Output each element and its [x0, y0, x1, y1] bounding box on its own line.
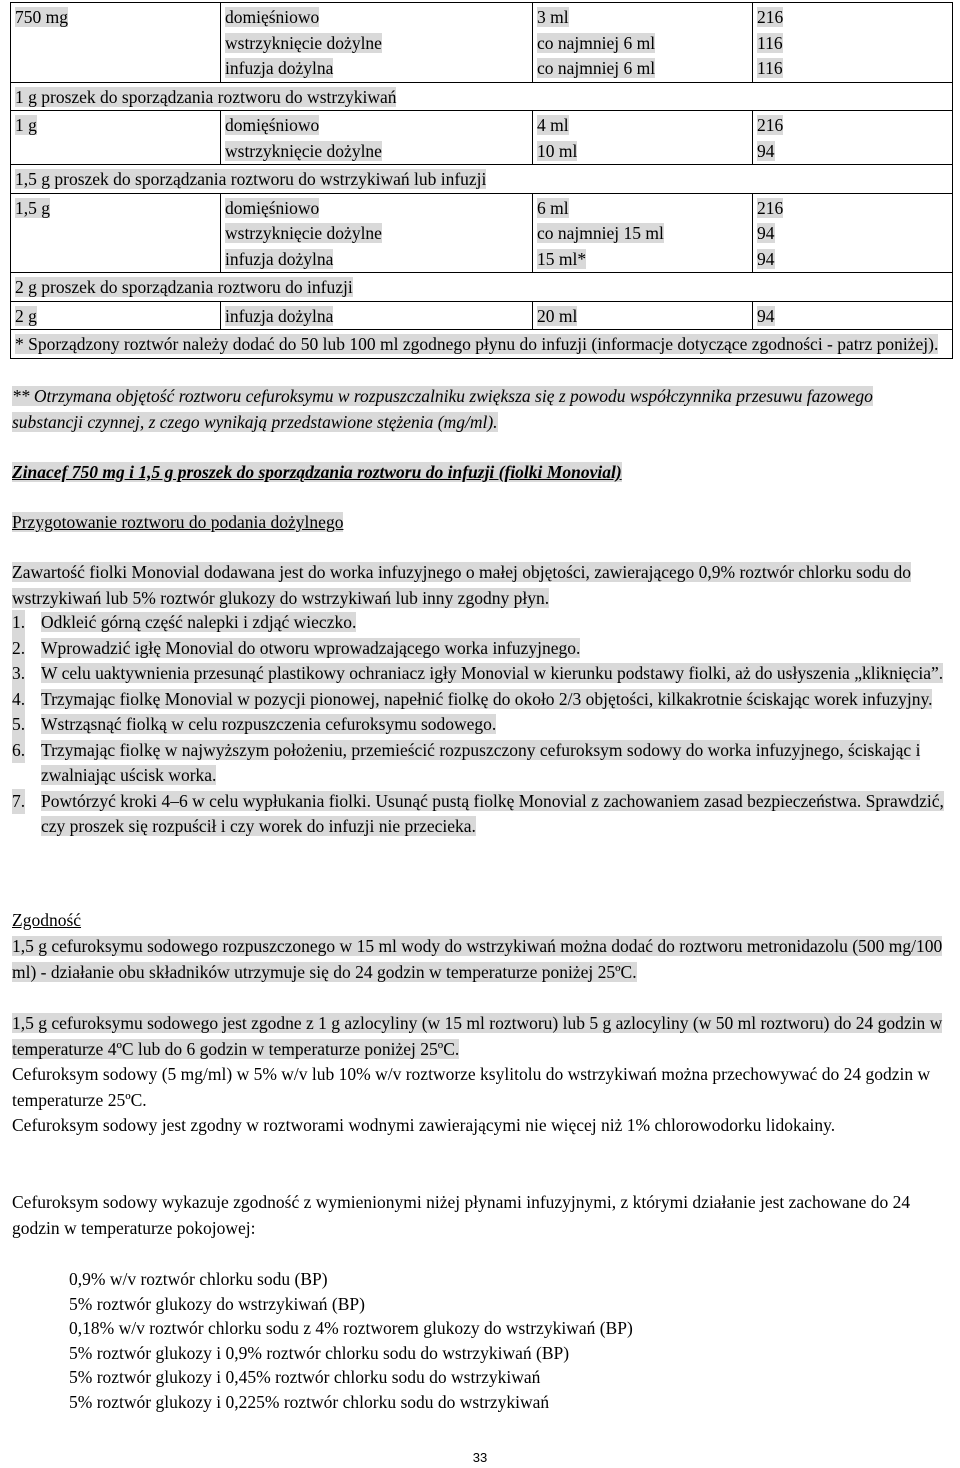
fluid-item: 0,18% w/v roztwór chlorku sodu z 4% roztworem glukozy do wstrzykiwań (BP) — [69, 1318, 633, 1338]
table-row — [11, 3, 953, 83]
concentration-cell — [753, 301, 953, 330]
dose-cell: 1 g — [11, 111, 221, 165]
volume-cell — [533, 193, 753, 273]
volume-cell — [533, 111, 753, 165]
route-cell-line: infuzja dożylna — [225, 305, 334, 326]
route-cell — [221, 301, 533, 330]
volume-cell-line: 6 ml — [537, 197, 569, 218]
compat-paragraph-5: Cefuroksym sodowy wykazuje zgodność z wymienionymi niżej płynami infuzyjnymi, z którymi działanie jest zachowane do 24 godzin w temperaturze pokojowej: — [12, 1192, 911, 1238]
step-item: 3. W celu uaktywnienia przesunąć plastikowy ochraniacz igły Monovial w kierunku podstawy fiolki, aż do usłyszenia „kliknięcia”. — [12, 661, 947, 687]
fluid-item: 5% roztwór glukozy i 0,225% roztwór chlorku sodu do wstrzykiwań — [69, 1391, 550, 1412]
table-row — [11, 193, 953, 273]
table-row — [11, 273, 953, 302]
dosage-table — [10, 2, 953, 359]
concentration-cell-line: 216 — [757, 7, 784, 27]
concentration-cell — [753, 3, 953, 83]
route-cell-line: domięśniowo — [225, 115, 320, 135]
fluid-item: 5% roztwór glukozy i 0,45% roztwór chlorku sodu do wstrzykiwań — [69, 1367, 541, 1387]
table-row — [11, 165, 953, 194]
route-cell-line: wstrzyknięcie dożylne — [225, 223, 382, 243]
table-section-header: 1,5 g proszek do sporządzania roztworu do wstrzykiwań lub infuzji — [11, 165, 953, 194]
compat-paragraph-4: Cefuroksym sodowy jest zgodny w roztworami wodnymi zawierającymi nie więcej niż 1% chlorowodorku lidokainy. — [12, 1115, 836, 1135]
heading-preparation: Przygotowanie roztworu do podania dożylnego — [12, 512, 344, 532]
fluids-list — [69, 1267, 633, 1414]
table-section-header: 1 g proszek do sporządzania roztworu do wstrzykiwań — [11, 82, 953, 111]
table-row — [11, 330, 953, 359]
route-cell-line: domięśniowo — [225, 197, 320, 218]
route-cell-line: infuzja dożylna — [225, 58, 334, 78]
concentration-cell-line: 94 — [757, 140, 775, 161]
route-cell-line: wstrzyknięcie dożylne — [225, 32, 382, 53]
dose-cell: 750 mg — [11, 3, 221, 83]
compat-paragraph-3: Cefuroksym sodowy (5 mg/ml) w 5% w/v lub 10% w/v roztworze ksylitolu do wstrzykiwań można przechowywać do 24 godzin w temperaturze 25ºC. — [12, 1064, 931, 1110]
preparation-steps — [12, 610, 947, 840]
route-cell — [221, 3, 533, 83]
route-cell-line: domięśniowo — [225, 7, 320, 27]
table-row — [11, 82, 953, 111]
dose-cell: 1,5 g — [11, 193, 221, 273]
volume-cell — [533, 301, 753, 330]
concentration-cell-line: 116 — [757, 58, 783, 78]
step-item: 7. Powtórzyć kroki 4–6 w celu wypłukania fiolki. Usunąć pustą fiolkę Monovial z zachowaniem zasad bezpieczeństwa. Sprawdzić, czy proszek się rozpuścił i czy worek do infuzji nie przecieka. — [12, 790, 944, 836]
page-number: 33 — [472, 1450, 488, 1465]
concentration-cell-line: 216 — [757, 197, 784, 218]
volume-cell-line: co najmniej 6 ml — [537, 58, 656, 78]
concentration-cell-line: 216 — [757, 115, 784, 135]
step-item: 2. Wprowadzić igłę Monovial do otworu wprowadzającego worka infuzyjnego. — [12, 636, 947, 662]
route-cell-line: wstrzyknięcie dożylne — [225, 140, 382, 161]
concentration-cell-line: 94 — [757, 248, 775, 269]
concentration-cell — [753, 193, 953, 273]
step-item: 1. Odkleić górną część nalepki i zdjąć wieczko. — [12, 610, 947, 636]
step-item: 5. Wstrząsnąć fiolką w celu rozpuszczenia cefuroksymu sodowego. — [12, 712, 947, 738]
route-cell — [221, 193, 533, 273]
volume-cell-line: 3 ml — [537, 7, 569, 27]
concentration-cell-line: 94 — [757, 223, 775, 243]
step-item: 4. Trzymając fiolkę Monovial w pozycji pionowej, napełnić fiolkę do około 2/3 objętości, kilkakrotnie ściskając worek infuzyjny. — [12, 687, 947, 713]
fluid-item: 5% roztwór glukozy do wstrzykiwań (BP) — [69, 1293, 365, 1314]
volume-cell-line: 10 ml — [537, 140, 578, 161]
step-item: 6. Trzymając fiolkę w najwyższym położeniu, przemieścić rozpuszczony cefuroksym sodowy do worka infuzyjnego, ściskając i zwalniając uścisk worka. — [12, 739, 921, 785]
volume-cell-line: co najmniej 15 ml — [537, 223, 664, 243]
volume-cell-line: 20 ml — [537, 305, 578, 326]
table-row — [11, 111, 953, 165]
heading-monovial: Zinacef 750 mg i 1,5 g proszek do sporządzania roztworu do infuzji (fiolki Monovial) — [12, 462, 622, 482]
concentration-cell-line: 116 — [757, 32, 783, 53]
table-section-header: 2 g proszek do sporządzania roztworu do infuzji — [11, 273, 953, 302]
route-cell — [221, 111, 533, 165]
concentration-cell-line: 94 — [757, 305, 775, 326]
volume-cell-line: 4 ml — [537, 115, 569, 135]
dose-cell: 2 g — [11, 301, 221, 330]
footnote-2: ** Otrzymana objętość roztworu cefuroksymu w rozpuszczalniku zwiększa się z powodu współczynnika przesuwu fazowego substancji czynnej, z czego wynikają przedstawione stężenia (mg/ml). — [12, 386, 873, 432]
fluid-item: 5% roztwór glukozy i 0,9% roztwór chlorku sodu do wstrzykiwań (BP) — [69, 1342, 570, 1363]
compat-paragraph-1: 1,5 g cefuroksymu sodowego rozpuszczonego w 15 ml wody do wstrzykiwań można dodać do roztworu metronidazolu (500 mg/100 ml) - działanie obu składników utrzymuje się do 24 godzin w temperaturze poniżej 25ºC. — [12, 936, 943, 982]
volume-cell — [533, 3, 753, 83]
volume-cell-line: 15 ml* — [537, 248, 587, 269]
table-footnote: * Sporządzony roztwór należy dodać do 50 lub 100 ml zgodnego płynu do infuzji (informacje dotyczące zgodności - patrz poniżej). — [11, 330, 953, 359]
intro-paragraph: Zawartość fiolki Monovial dodawana jest do worka infuzyjnego o małej objętości, zawierającego 0,9% roztwór chlorku sodu do wstrzykiwań lub 5% roztwór glukozy do wstrzykiwań lub inny zgodny płyn. — [12, 562, 912, 608]
compat-heading: Zgodność — [12, 910, 82, 930]
fluid-item: 0,9% w/v roztwór chlorku sodu (BP) — [69, 1269, 328, 1289]
concentration-cell — [753, 111, 953, 165]
table-row — [11, 301, 953, 330]
volume-cell-line: co najmniej 6 ml — [537, 32, 656, 53]
compat-paragraph-2: 1,5 g cefuroksymu sodowego jest zgodne z 1 g azlocyliny (w 15 ml roztworu) lub 5 g azlocyliny (w 50 ml roztworu) do 24 godzin w temperaturze 4ºC lub do 6 godzin w temperaturze poniżej 25ºC. — [12, 1013, 943, 1059]
route-cell-line: infuzja dożylna — [225, 248, 334, 269]
